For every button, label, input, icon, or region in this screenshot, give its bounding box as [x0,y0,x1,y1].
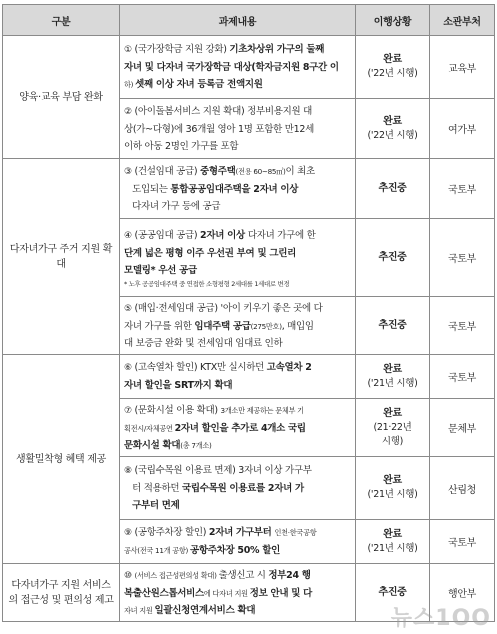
status-cell: 완료 ('22년 시행) [356,99,430,159]
dept-cell: 여가부 [430,99,495,159]
table-row [3,36,495,99]
dept-cell: 국토부 [430,355,495,399]
status-cell: 완료 ('21년 시행) [356,355,430,399]
task-cell: ④ (공공임대 공급) 2자녀 이상 다자녀 가구에 한 단계 넓은 평형 이주 우선권 부여 및 그린리 모델링* 우선 공급 * 노후 공공임대주택 중 연접한 소형평형 2세대를 1세대로 변경 [120,219,356,297]
task-cell: ⑧ (국립수목원 이용료 면제) 3자녀 이상 가구부 터 적용하던 국립수목원 이용료를 2자녀 가 구부터 면제 [120,457,356,520]
status-cell: 추진중 [356,297,430,355]
header-row [3,5,495,36]
task-cell: ⑩ (서비스 접근성편의성 확대) 출생신고 시 정부24 행 복출산원스톱서비스에 다자녀 지원 정보 안내 및 다 자녀 지원 일괄신청연계서비스 확대 [120,564,356,622]
category-cell: 다자녀가구 지원 서비스의 접근성 및 편의성 제고 [3,564,120,622]
watermark: 뉴스1OO [390,606,491,631]
dept-cell: 교육부 [430,36,495,99]
status-cell: 추진중 [356,219,430,297]
task-cell: ③ (건설임대 공급) 중형주택(전용 60~85㎡)이 최초 도입되는 통합공공임대주택을 2자녀 이상 다자녀 가구 등에 공급 [120,159,356,219]
header-task: 과제내용 [120,5,356,36]
header-status: 이행상황 [356,5,430,36]
status-cell: 완료 (21·22년 시행) [356,399,430,457]
task-cell: ⑨ (공항주차장 할인) 2자녀 가구부터 인천·한국공항 공사(전국 11개 공항) 공항주차장 50% 할인 [120,520,356,564]
header-dept: 소관부처 [430,5,495,36]
category-cell: 생활밀착형 혜택 제공 [3,355,120,564]
dept-cell: 산림청 [430,457,495,520]
dept-cell: 행안부 [430,564,495,622]
table-row [3,159,495,219]
task-cell: ⑤ (매입·전세임대 공급) '아이 키우기 좋은 곳에 다 자녀 가구를 위한 임대주택 공급(275만호), 매입임 대 보증금 완화 및 전세임대 임대료 인하 [120,297,356,355]
header-category: 구분 [3,5,120,36]
dept-cell: 문체부 [430,399,495,457]
dept-cell: 국토부 [430,520,495,564]
status-cell: 완료 ('21년 시행) [356,520,430,564]
status-cell: 완료 ('22년 시행) [356,36,430,99]
dept-cell: 국토부 [430,297,495,355]
task-cell: ① (국가장학금 지원 강화) 기초차상위 가구의 둘째 자녀 및 다자녀 국가장학금 대상(학자금지원 8구간 이 하) 셋째 이상 자녀 등록금 전액지원 [120,36,356,99]
category-cell: 양육·교육 부담 완화 [3,36,120,159]
policy-table [2,4,495,622]
dept-cell: 국토부 [430,159,495,219]
task-cell: ⑥ (고속열차 할인) KTX만 실시하던 고속열차 2 자녀 할인을 SRT까지 확대 [120,355,356,399]
status-cell: 추진중 [356,564,430,622]
status-cell: 완료 ('21년 시행) [356,457,430,520]
task-cell: ⑦ (문화시설 이용 확대) 3개소만 제공하는 문체부 기 획전시/자체공연 2자녀 할인을 추가로 4개소 국립 문화시설 확대(총 7개소) [120,399,356,457]
table-row [3,355,495,399]
dept-cell: 국토부 [430,219,495,297]
task-cell: ② (아이돌봄서비스 지원 확대) 정부비용지원 대 상(가~다형)에 36개월 영아 1명 포함한 만12세 이하 아동 2명인 가구를 포함 [120,99,356,159]
category-cell: 다자녀가구 주거 지원 확대 [3,159,120,355]
status-cell: 추진중 [356,159,430,219]
